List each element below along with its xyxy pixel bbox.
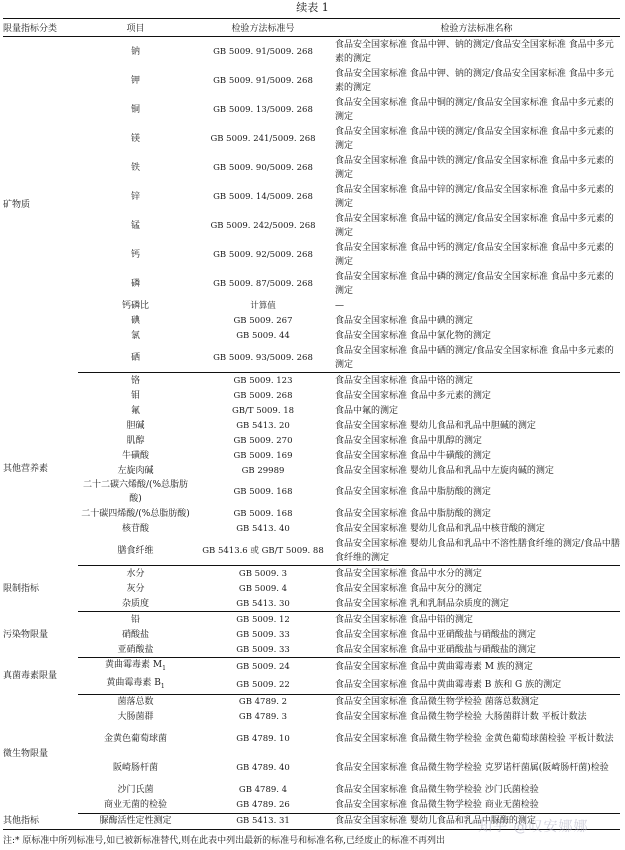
item-label: 钠	[130, 46, 140, 57]
category-cell: 矿物质	[3, 199, 31, 210]
standards-table	[3, 18, 620, 830]
item-label: 阪崎肠杆菌	[112, 763, 158, 774]
category-cell: 其他指标	[3, 813, 78, 829]
code-cell: GB 5009. 12	[193, 612, 333, 628]
item-label: 磷	[130, 278, 140, 289]
item-cell	[78, 269, 193, 298]
name-cell: 食品安全国家标准 食品中亚硝酸盐与硝酸盐的测定	[335, 644, 536, 655]
item-label: 亚硝酸盐	[117, 644, 154, 655]
item-cell	[78, 710, 193, 725]
item-cell	[78, 813, 193, 829]
item-cell	[78, 328, 193, 343]
item-cell	[78, 373, 193, 389]
name-cell: 食品安全国家标准 食品中铅的测定	[333, 612, 620, 628]
table-row	[3, 506, 620, 521]
item-label: 大肠菌群	[117, 712, 154, 723]
item-cell	[78, 182, 193, 211]
table-row	[3, 37, 620, 67]
table-row	[3, 658, 620, 676]
table-row	[3, 581, 620, 596]
category-cell: 限制指标	[3, 583, 40, 594]
item-cell	[78, 798, 193, 814]
code-cell: GB 5009. 92/5009. 268	[213, 249, 313, 260]
name-cell: 食品安全国家标准 食品中锌的测定/食品安全国家标准 食品中多元素的测定	[335, 184, 614, 209]
category-cell: 其他营养素	[3, 464, 49, 474]
category-cell: 污染物限量	[3, 629, 49, 640]
table-row	[3, 403, 620, 418]
item-label: 脲酶活性定性测定	[99, 816, 172, 827]
table-row	[3, 783, 620, 798]
item-cell	[78, 433, 193, 448]
table-row	[3, 211, 620, 240]
table-row	[3, 596, 620, 612]
item-label: 二十碳四烯酸/(%总脂肪酸)	[81, 508, 190, 519]
code-cell: GB 5009. 24	[193, 658, 333, 676]
item-cell	[78, 463, 193, 478]
item-cell	[78, 95, 193, 124]
item-label: 商业无菌的检验	[103, 800, 167, 811]
item-label: 铁	[130, 162, 140, 173]
name-cell: 食品安全国家标准 食品中铜的测定/食品安全国家标准 食品中多元素的测定	[335, 97, 614, 122]
item-cell	[78, 566, 193, 582]
item-label: 铬	[130, 375, 140, 386]
table-row	[3, 694, 620, 710]
table-row	[3, 642, 620, 658]
item-label: 黄曲霉毒素 B	[106, 677, 161, 688]
name-cell: 食品安全国家标准 婴幼儿食品和乳品中左旋肉碱的测定	[335, 465, 554, 476]
code-cell: GB 5009. 22	[236, 679, 290, 690]
item-label: 钙	[130, 249, 140, 260]
header-category: 限量指标分类	[3, 19, 78, 37]
item-label: 核苷酸	[121, 523, 149, 534]
item-cell	[78, 448, 193, 463]
table-row	[3, 521, 620, 536]
code-cell: GB 5009. 90/5009. 268	[213, 162, 313, 173]
table-row	[3, 813, 620, 829]
code-cell: GB 5413. 30	[236, 598, 290, 609]
name-cell: 食品安全国家标准 食品中氯化物的测定	[335, 330, 491, 341]
table-row	[3, 124, 620, 153]
header-item: 项目	[78, 19, 193, 37]
table-row	[3, 182, 620, 211]
name-cell: 食品安全国家标准 食品中亚硝酸盐与硝酸盐的测定	[335, 629, 536, 640]
header-name: 检验方法标准名称	[333, 19, 620, 37]
item-label: 膳食纤维	[117, 545, 154, 556]
name-cell: 食品安全国家标准 食品中钾、钠的测定/食品安全国家标准 食品中多元素的测定	[335, 68, 614, 93]
name-cell: 食品安全国家标准 食品中多元素的测定	[335, 390, 491, 401]
item-subscript: 1	[160, 682, 165, 690]
code-cell: GB 5413. 31	[193, 813, 333, 829]
item-cell	[78, 298, 193, 313]
item-label: 铅	[130, 614, 140, 625]
name-cell: 食品安全国家标准 食品中钾、钠的测定/食品安全国家标准 食品中多元素的测定	[335, 39, 614, 64]
table-row	[3, 343, 620, 373]
watermark: 知乎 @叹安娜娜	[478, 819, 589, 835]
name-cell: 食品安全国家标准 婴幼儿食品和乳品中不溶性膳食纤维的测定/食品中膳食纤维的测定	[335, 538, 620, 563]
code-cell: GB 5009. 267	[233, 315, 293, 326]
name-cell: 食品安全国家标准 食品中硒的测定/食品安全国家标准 食品中多元素的测定	[335, 345, 614, 370]
category-cell: 微生物限量	[3, 748, 49, 759]
code-cell: GB 5009. 168	[233, 508, 293, 519]
table-note: 注:* 原标准中所列标准号,如已被新标准替代,则在此表中列出最新的标准号和标准名称,已经废止的标准不再列出	[3, 836, 445, 846]
item-label: 牛磺酸	[121, 450, 149, 461]
code-cell: GB 5009. 169	[233, 450, 293, 461]
code-cell: GB 5009. 91/5009. 268	[213, 75, 313, 86]
item-subscript: 1	[162, 664, 166, 672]
table-row	[3, 240, 620, 269]
item-cell	[78, 521, 193, 536]
table-row	[3, 612, 620, 628]
name-cell: 食品安全国家标准 食品中磷的测定/食品安全国家标准 食品中多元素的测定	[335, 271, 614, 296]
name-cell: 食品安全国家标准 食品中碘的测定	[335, 315, 473, 326]
table-row	[3, 754, 620, 783]
table-row	[3, 463, 620, 478]
code-cell: GB 5009. 87/5009. 268	[213, 278, 313, 289]
item-cell	[78, 596, 193, 612]
code-cell: GB 4789. 26	[236, 800, 290, 811]
item-cell	[78, 676, 193, 694]
name-cell: 食品安全国家标准 食品中黄曲霉毒素 B 族和 G 族的测定	[335, 679, 562, 690]
item-cell	[78, 124, 193, 153]
item-cell	[78, 66, 193, 95]
item-cell	[78, 658, 193, 676]
table-row	[3, 66, 620, 95]
item-label: 氯	[130, 330, 140, 341]
name-cell: 食品安全国家标准 食品微生物学检验 商业无菌检验	[335, 800, 539, 811]
item-cell	[78, 37, 193, 67]
name-cell: 食品安全国家标准 食品中铬的测定	[333, 373, 620, 389]
name-cell: 食品安全国家标准 食品微生物学检验 金黄色葡萄球菌检验 平板计数法	[335, 734, 614, 745]
item-label: 氟	[130, 405, 140, 416]
table-row	[3, 536, 620, 566]
code-cell: GB 5009. 168	[233, 487, 293, 497]
item-cell	[78, 783, 193, 798]
table-row	[3, 388, 620, 403]
table-row	[3, 448, 620, 463]
item-cell	[78, 153, 193, 182]
code-cell: GB 4789. 2	[193, 694, 333, 710]
code-cell: GB 5009. 44	[236, 330, 290, 341]
code-cell: GB 5009. 3	[193, 566, 333, 582]
code-cell: GB 4789. 3	[238, 712, 288, 723]
code-cell: GB 5413.6 或 GB/T 5009. 88	[202, 545, 324, 556]
code-cell: GB 4789. 4	[238, 785, 288, 796]
table-row	[3, 298, 620, 313]
item-cell	[78, 694, 193, 710]
code-cell: 计算值	[250, 300, 276, 311]
item-cell	[78, 536, 193, 566]
code-cell: GB 4789. 10	[236, 734, 290, 745]
name-cell: 食品安全国家标准 食品中灰分的测定	[335, 583, 482, 594]
header-row	[3, 19, 620, 37]
table-row	[3, 153, 620, 182]
name-cell: 食品安全国家标准 食品中镁的测定/食品安全国家标准 食品中多元素的测定	[335, 126, 614, 151]
name-cell: 食品中氟的测定	[335, 405, 399, 416]
table-row	[3, 269, 620, 298]
item-label: 碘	[130, 315, 140, 326]
code-cell: GB 5009. 33	[236, 644, 290, 655]
name-cell: 食品安全国家标准 食品中锰的测定/食品安全国家标准 食品中多元素的测定	[335, 213, 614, 238]
item-label: 镁	[130, 133, 140, 144]
table-row	[3, 676, 620, 694]
name-cell: 食品安全国家标准 食品中肌醇的测定	[335, 435, 482, 446]
table-row	[3, 373, 620, 389]
table-row	[3, 710, 620, 725]
item-cell	[78, 754, 193, 783]
code-cell: GB 5413. 20	[236, 420, 290, 431]
code-cell: GB 5413. 40	[236, 523, 290, 534]
item-cell	[78, 418, 193, 433]
code-cell: GB 5009. 33	[236, 629, 290, 640]
code-cell: GB 5009. 123	[193, 373, 333, 389]
item-label: 菌落总数	[117, 697, 154, 708]
name-cell: 食品安全国家标准 食品中脂肪酸的测定	[335, 487, 491, 497]
code-cell: GB 5009. 242/5009. 268	[210, 220, 316, 231]
item-cell	[78, 612, 193, 628]
name-cell: 食品安全国家标准 食品中黄曲霉毒素 M 族的测定	[333, 658, 620, 676]
table-row	[3, 627, 620, 642]
table-row	[3, 798, 620, 814]
name-cell: 食品安全国家标准 食品中铁的测定/食品安全国家标准 食品中多元素的测定	[335, 155, 614, 180]
name-cell: 食品安全国家标准 食品中牛磺酸的测定	[335, 450, 491, 461]
code-cell: GB 4789. 40	[236, 763, 290, 774]
code-cell: GB 5009. 268	[233, 390, 293, 401]
name-cell: 食品安全国家标准 食品中脂肪酸的测定	[335, 508, 491, 519]
name-cell: 食品安全国家标准 婴幼儿食品和乳品中胆碱的测定	[335, 420, 536, 431]
item-cell	[78, 506, 193, 521]
item-cell	[78, 642, 193, 658]
item-label: 硝酸盐	[121, 629, 149, 640]
name-cell: —	[335, 300, 344, 311]
item-label: 硒	[130, 352, 140, 363]
item-label: 钼	[130, 390, 140, 401]
item-cell	[78, 403, 193, 418]
table-row	[3, 433, 620, 448]
item-label: 铜	[130, 104, 140, 115]
item-cell	[78, 581, 193, 596]
header-code: 检验方法标准号	[193, 19, 333, 37]
name-cell: 食品安全国家标准 食品微生物学检验 克罗诺杆菌属(阪崎肠杆菌)检验	[335, 763, 609, 774]
table-row	[3, 566, 620, 582]
item-cell	[78, 627, 193, 642]
name-cell: 食品安全国家标准 食品中钙的测定/食品安全国家标准 食品中多元素的测定	[335, 242, 614, 267]
item-label: 沙门氏菌	[117, 785, 154, 796]
item-label: 灰分	[126, 583, 145, 594]
item-cell	[78, 388, 193, 403]
item-label: 胆碱	[126, 420, 145, 431]
table-row	[3, 95, 620, 124]
name-cell: 食品安全国家标准 乳和乳制品杂质度的测定	[335, 598, 509, 609]
item-label: 金黄色葡萄球菌	[103, 734, 167, 745]
table-row	[3, 478, 620, 506]
table-row	[3, 328, 620, 343]
table-row	[3, 418, 620, 433]
table-row	[3, 725, 620, 754]
item-label: 钾	[130, 75, 140, 86]
item-label: 左旋肉碱	[117, 465, 154, 476]
code-cell: GB/T 5009. 18	[231, 405, 295, 416]
item-cell	[78, 478, 193, 506]
name-cell: 食品安全国家标准 食品中水分的测定	[333, 566, 620, 582]
code-cell: GB 5009. 270	[233, 435, 293, 446]
item-label: 锌	[130, 191, 140, 202]
item-cell	[78, 240, 193, 269]
name-cell: 食品安全国家标准 食品微生物学检验 沙门氏菌检验	[335, 785, 539, 796]
item-cell	[78, 343, 193, 373]
code-cell: GB 5009. 4	[238, 583, 288, 594]
name-cell: 食品安全国家标准 食品微生物学检验 大肠菌群计数 平板计数法	[335, 712, 587, 723]
item-label: 肌醇	[126, 435, 145, 446]
item-label: 钙磷比	[121, 300, 149, 311]
item-label: 杂质度	[121, 598, 149, 609]
table-row	[3, 313, 620, 328]
table-body	[3, 37, 620, 830]
table-title: 续表 1	[296, 1, 329, 14]
item-cell	[78, 313, 193, 328]
name-cell: 食品安全国家标准 食品微生物学检验 菌落总数测定	[333, 694, 620, 710]
item-cell	[78, 211, 193, 240]
name-cell: 食品安全国家标准 婴幼儿食品和乳品中脲酶的测定	[333, 813, 620, 829]
code-cell: GB 5009. 13/5009. 268	[213, 104, 313, 115]
code-cell: GB 5009. 91/5009. 268	[213, 46, 313, 57]
code-cell: GB 5009. 241/5009. 268	[210, 133, 316, 144]
item-label: 水分	[126, 568, 145, 579]
code-cell: GB 5009. 93/5009. 268	[213, 352, 313, 363]
item-cell	[78, 725, 193, 754]
name-cell: 食品安全国家标准 婴幼儿食品和乳品中核苷酸的测定	[335, 523, 545, 534]
code-cell: GB 29989	[241, 465, 285, 476]
item-label: 黄曲霉毒素 M	[105, 660, 163, 670]
item-label: 二十二碳六烯酸/(%总脂肪酸)	[82, 480, 189, 504]
category-cell: 真菌毒素限量	[3, 670, 58, 681]
code-cell: GB 5009. 14/5009. 268	[213, 191, 313, 202]
item-label: 锰	[130, 220, 140, 231]
